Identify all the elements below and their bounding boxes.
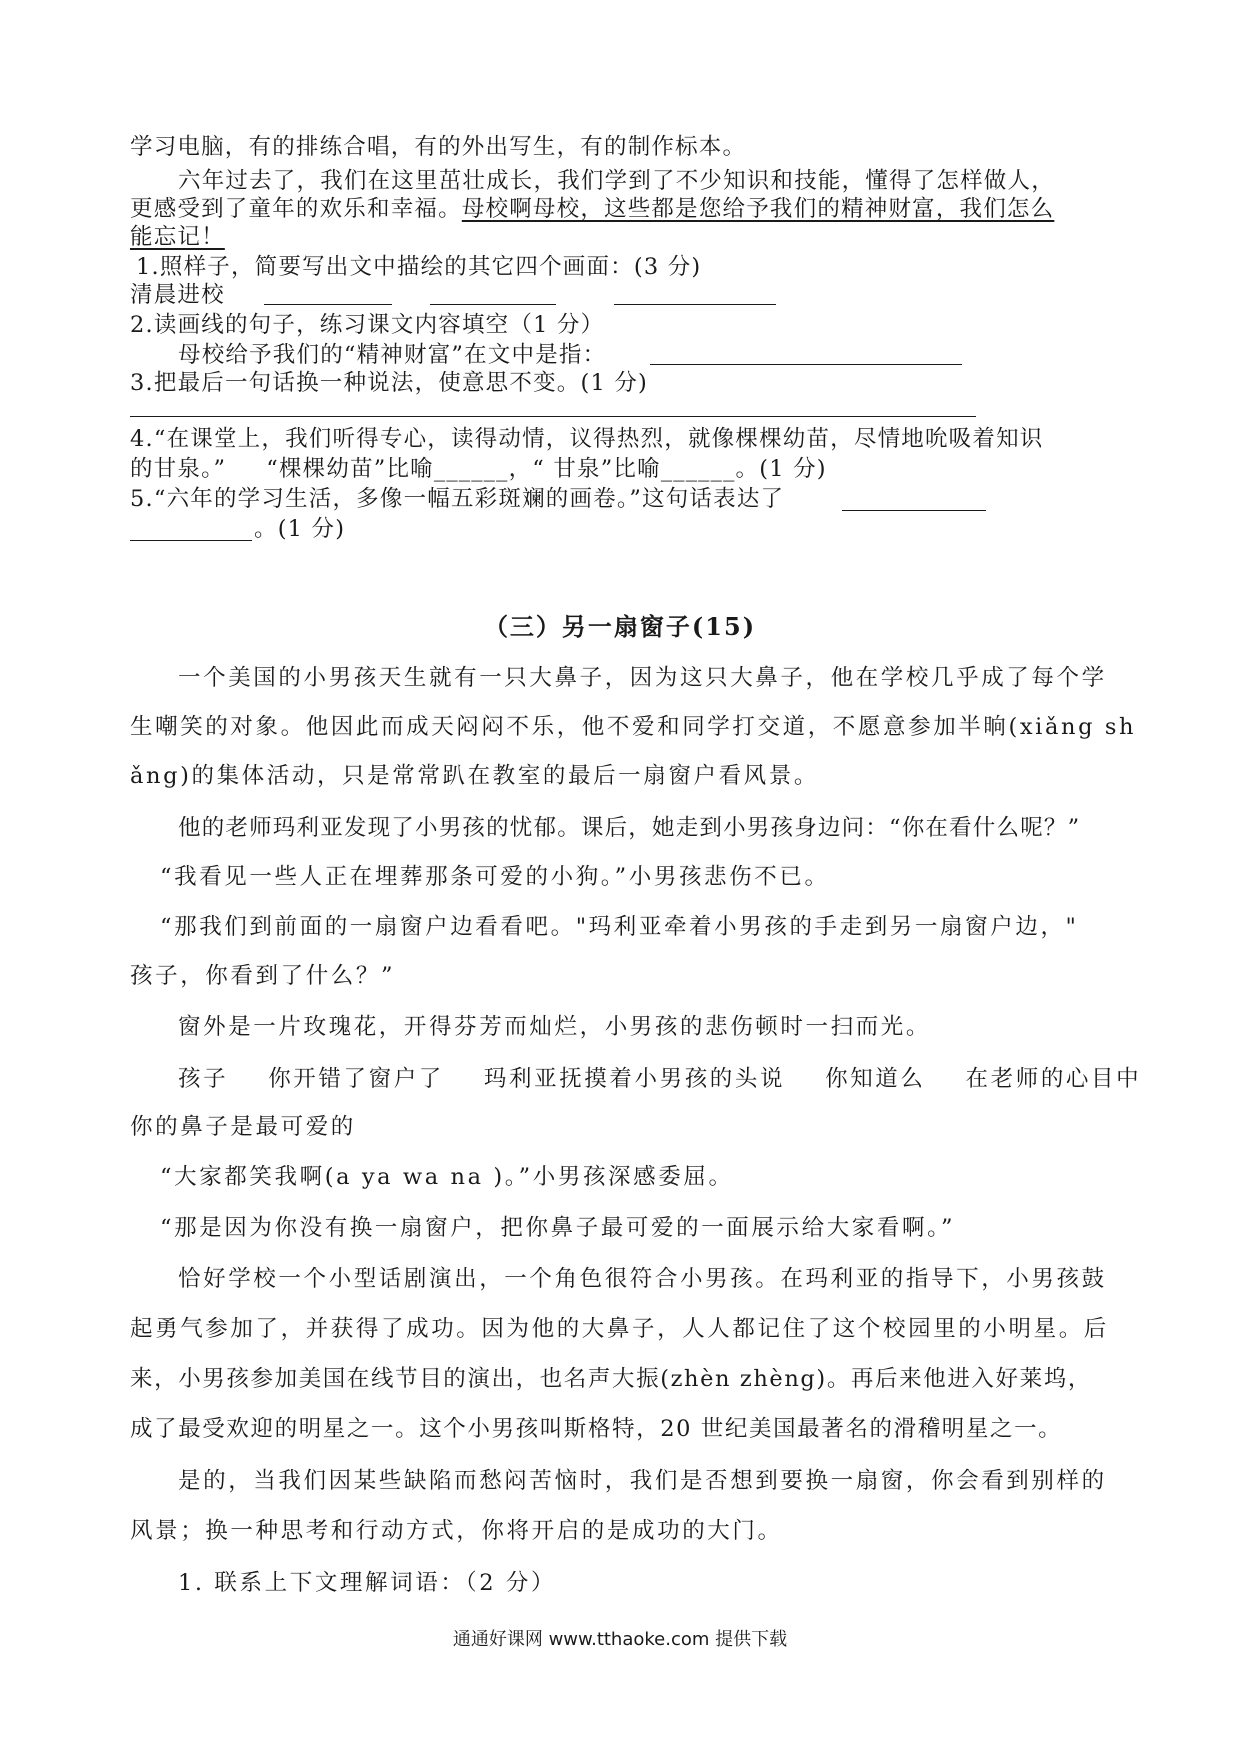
passage-line: 是的，当我们因某些缺陷而愁闷苦恼时，我们是否想到要换一扇窗，你会看到别样的 <box>178 1468 1107 1494</box>
passage-line: “我看见一些人正在埋葬那条可爱的小狗。”小男孩悲伤不已。 <box>160 864 830 890</box>
passage-line: 恰好学校一个小型话剧演出，一个角色很符合小男孩。在玛利亚的指导下，小男孩鼓 <box>178 1266 1107 1292</box>
question-text: 的甘泉。” <box>130 456 227 482</box>
question-5: 5.“六年的学习生活，多像一幅五彩斑斓的画卷。”这句话表达了 <box>130 486 785 512</box>
answer-blank[interactable] <box>842 510 986 511</box>
answer-blank[interactable] <box>430 304 556 305</box>
phrase: 玛利亚抚摸着小男孩的头说 <box>483 1066 786 1092</box>
passage-line-unpunctuated <box>178 1064 1141 1094</box>
question-3: 3.把最后一句话换一种说法，使意思不变。(1 分) <box>130 370 648 396</box>
passage-line: “大家都笑我啊(a ya wa na )。”小男孩深感委屈。 <box>160 1164 734 1190</box>
answer-blank[interactable] <box>650 364 962 365</box>
footer-credit: 通通好课网 www.tthaoke.com 提供下载 <box>452 1629 788 1650</box>
question-1: 1.照样子，简要写出文中描绘的其它四个画面：(3 分) <box>136 254 702 280</box>
passage-line: 孩子，你看到了什么？” <box>130 963 396 989</box>
phrase: 你知道么 <box>825 1066 926 1092</box>
passage-line: “那我们到前面的一扇窗户边看看吧。"玛利亚牵着小男孩的手走到另一扇窗户边，" <box>160 914 1079 940</box>
passage-line: ǎng)的集体活动，只是常常趴在教室的最后一扇窗户看风景。 <box>130 763 819 789</box>
question-text: “棵棵幼苗”比喻______，“ 甘泉”比喻______。(1 分) <box>266 456 827 482</box>
underlined-sentence: 母校啊母校，这些都是您给予我们的精神财富，我们怎么 <box>461 196 1055 222</box>
passage-line: “那是因为你没有换一扇窗户，把你鼻子最可爱的一面展示给大家看啊。” <box>160 1215 956 1241</box>
answer-line[interactable] <box>130 416 976 417</box>
answer-blank[interactable] <box>130 540 252 541</box>
question-4-line2 <box>130 454 827 484</box>
question-1: 1. 联系上下文理解词语：（2 分） <box>178 1570 557 1596</box>
passage-line: 学习电脑，有的排练合唱，有的外出写生，有的制作标本。 <box>130 134 747 160</box>
answer-blank[interactable] <box>264 304 392 305</box>
passage-line <box>130 194 1054 224</box>
question-1-answer-row <box>130 280 225 310</box>
underlined-sentence: 能忘记！ <box>130 224 225 250</box>
question-2-prompt: 母校给予我们的“精神财富”在文中是指： <box>178 342 607 368</box>
phrase: 你开错了窗户了 <box>268 1066 444 1092</box>
example-answer: 清晨进校 <box>130 282 225 308</box>
passage-line: 他的老师玛利亚发现了小男孩的忧郁。课后，她走到小男孩身边问：“你在看什么呢？” <box>178 815 1081 841</box>
passage-line <box>130 222 225 252</box>
question-4: 4.“在课堂上，我们听得专心，读得动情，议得热烈，就像棵棵幼苗，尽情地吮吸着知识 <box>130 426 1044 452</box>
answer-blank[interactable] <box>614 304 776 305</box>
phrase: 孩子 <box>178 1066 229 1092</box>
section-title: （三）另一扇窗子(15) <box>483 612 757 641</box>
passage-line: 生嘲笑的对象。他因此而成天闷闷不乐，他不爱和同学打交道，不愿意参加半晌(xiǎng sh <box>130 714 1137 740</box>
passage-line: 成了最受欢迎的明星之一。这个小男孩叫斯格特，20 世纪美国最著名的滑稽明星之一。 <box>130 1416 1063 1442</box>
question-2: 2.读画线的句子，练习课文内容填空（1 分） <box>130 312 605 338</box>
passage-line: 一个美国的小男孩天生就有一只大鼻子，因为这只大鼻子，他在学校几乎成了每个学 <box>178 665 1107 691</box>
phrase: 在老师的心目中 <box>965 1066 1142 1092</box>
passage-line: 六年过去了，我们在这里茁壮成长，我们学到了不少知识和技能，懂得了怎样做人， <box>178 168 1055 194</box>
passage-line: 你的鼻子是最可爱的 <box>130 1114 356 1140</box>
passage-line: 起勇气参加了，并获得了成功。因为他的大鼻子，人人都记住了这个校园里的小明星。后 <box>130 1316 1109 1342</box>
passage-text: 更感受到了童年的欢乐和幸福。 <box>130 196 462 222</box>
question-5-tail: 。(1 分) <box>254 516 346 542</box>
passage-line: 风景；换一种思考和行动方式，你将开启的是成功的大门。 <box>130 1518 783 1544</box>
passage-line: 窗外是一片玫瑰花，开得芬芳而灿烂，小男孩的悲伤顿时一扫而光。 <box>178 1014 932 1040</box>
passage-line: 来，小男孩参加美国在线节目的演出，也名声大振(zhèn zhèng)。再后来他进入好莱坞， <box>130 1366 1092 1392</box>
